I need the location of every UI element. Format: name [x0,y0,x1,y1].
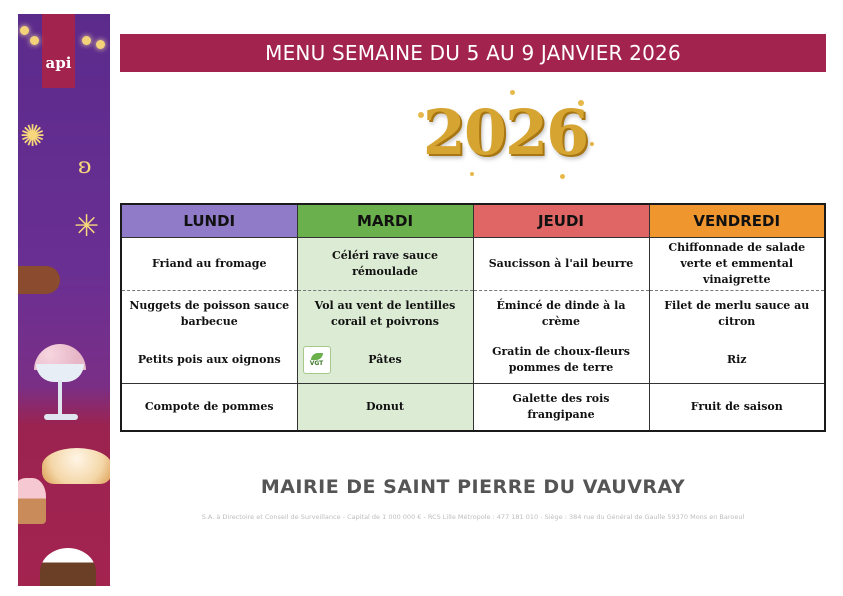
menu-cell: Fruit de saison [649,384,825,432]
menu-cell: Compote de pommes [121,384,297,432]
light-bulb-icon [30,36,39,45]
menu-row-dessert [121,384,825,432]
sparkler-icon: ✳ [74,209,100,244]
pie-image [42,448,110,484]
leaf-icon [311,353,323,360]
menu-cell: Galette des rois frangipane [473,384,649,432]
menu-cell: Filet de merlu sauce au citron [649,291,825,338]
day-header-jeudi: JEUDI [473,204,649,238]
firework-spark-icon: ✺ [20,119,46,154]
weekly-menu-table [120,203,826,432]
menu-cell: Vol au vent de lentilles corail et poivrons [297,291,473,338]
menu-cell: Gratin de choux-fleurs pommes de terre [473,337,649,384]
menu-cell: Petits pois aux oignons [121,337,297,384]
menu-header-row [121,204,825,238]
menu-cell: Céléri rave sauce rémoulade [297,238,473,291]
api-logo: api [42,14,75,88]
hand-holding-sparkler-image [18,266,60,294]
menu-cell: Friand au fromage [121,238,297,291]
menu-cell-text: Pâtes [368,353,402,366]
menu-cell: Riz [649,337,825,384]
vegetarian-label-icon [303,346,331,374]
confetti-icon [510,90,515,95]
menu-cell: Nuggets de poisson sauce barbecue [121,291,297,338]
menu-title: MENU SEMAINE DU 5 AU 9 JANVIER 2026 [265,41,681,65]
menu-cell: Chiffonnade de salade verte et emmental vinaigrette [649,238,825,291]
day-header-vendredi: VENDREDI [649,204,825,238]
menu-cell-with-badge [297,337,473,384]
light-bulb-icon [96,40,105,49]
menu-cell: Émincé de dinde à la crème [473,291,649,338]
confetti-icon [590,142,594,146]
menu-row-side [121,337,825,384]
cupcake-image [18,478,46,524]
year-text: 2026 [422,95,588,169]
year-banner [410,82,600,182]
day-header-lundi: LUNDI [121,204,297,238]
swirl-icon: ʚ [78,154,92,179]
dessert-glass-stem [58,380,62,418]
menu-row-main [121,291,825,338]
christmas-pudding-image [40,548,96,586]
decorative-festive-strip [18,14,110,586]
legal-notice: S.A. à Directoire et Conseil de Surveillance - Capital de 1 000 000 € - RCS Lille Métropole : 477 181 010 - Siège : 384 rue du Général de Gaulle 59370 Mons en Baroeul [201,513,745,521]
menu-title-bar [120,34,826,72]
menu-cell: Saucisson à l'ail beurre [473,238,649,291]
day-header-mardi: MARDI [297,204,473,238]
dessert-glass-base [44,414,78,420]
vegetarian-label-text: VGT [309,360,324,367]
menu-cell: Donut [297,384,473,432]
confetti-icon [560,174,565,179]
mairie-name: MAIRIE DE SAINT PIERRE DU VAUVRAY [260,476,686,498]
confetti-icon [470,172,474,176]
light-bulb-icon [20,26,29,35]
menu-row-starter [121,238,825,291]
light-bulb-icon [82,36,91,45]
